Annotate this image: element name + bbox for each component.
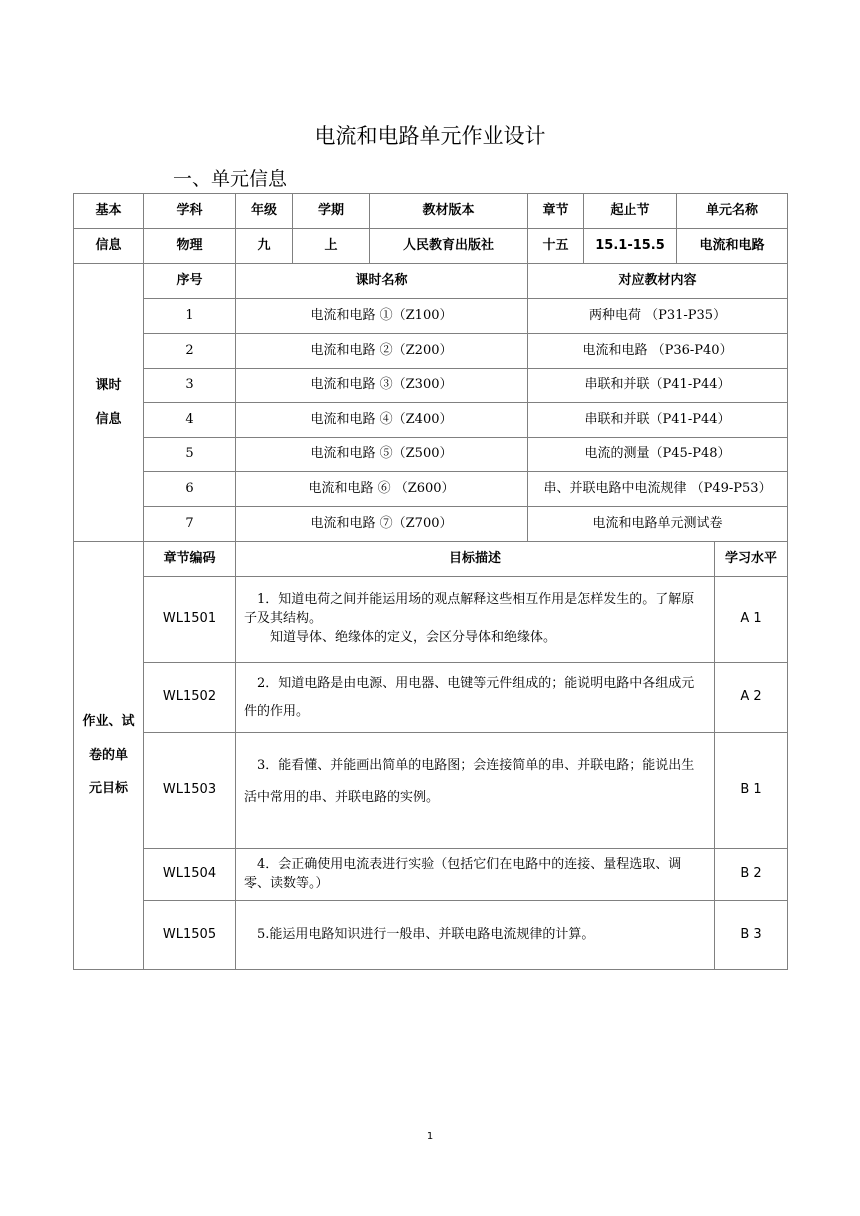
- lesson-content: 串联和并联（P41-P44）: [528, 369, 788, 403]
- header-edition: 教材版本: [370, 194, 528, 229]
- table-row: [74, 507, 788, 542]
- lesson-label-line2: 信息: [95, 411, 122, 427]
- table-row: [74, 438, 788, 472]
- value-edition: 人民教育出版社: [370, 229, 528, 264]
- goal-desc-line1: 5.能运用电路知识进行一般串、并联电路电流规律的计算。: [257, 927, 595, 942]
- table-row: [74, 577, 788, 663]
- table-row: [74, 663, 788, 733]
- value-chapter: 十五: [528, 229, 584, 264]
- table-row: [74, 369, 788, 403]
- unit-info-table: [73, 193, 788, 970]
- value-grade: 九: [236, 229, 293, 264]
- basic-label-2: 信息: [74, 229, 144, 264]
- goal-level: A 1: [715, 577, 788, 663]
- value-semester: 上: [293, 229, 370, 264]
- goal-desc: [236, 733, 715, 849]
- lesson-content: 串、并联电路中电流规律 （P49-P53）: [528, 472, 788, 507]
- lesson-content: 电流的测量（P45-P48）: [528, 438, 788, 472]
- lesson-name: 电流和电路 ③（Z300）: [236, 369, 528, 403]
- lesson-no: 4: [144, 403, 236, 438]
- header-lesson-name: 课时名称: [236, 264, 528, 299]
- goal-desc-line1: 4．会正确使用电流表进行实验（包括它们在电路中的连接、量程选取、调零、读数等。）: [244, 856, 682, 891]
- goal-desc-line2: 知道导体、绝缘体的定义，会区分导体和绝缘体。: [270, 629, 557, 645]
- goal-label: [74, 542, 144, 970]
- table-row: [74, 733, 788, 849]
- header-goal-level: 学习水平: [715, 542, 788, 577]
- goal-level: A 2: [715, 663, 788, 733]
- header-subject: 学科: [144, 194, 236, 229]
- table-row: [74, 472, 788, 507]
- lesson-content: 电流和电路 （P36-P40）: [528, 334, 788, 369]
- header-grade: 年级: [236, 194, 293, 229]
- basic-header-row: [74, 194, 788, 229]
- goal-desc-line1: 2．知道电路是由电源、用电器、电键等元件组成的；能说明电路中各组成元件的作用。: [244, 676, 695, 719]
- table-row: [74, 901, 788, 970]
- goal-desc: [236, 849, 715, 901]
- lesson-name: 电流和电路 ②（Z200）: [236, 334, 528, 369]
- goal-level: B 3: [715, 901, 788, 970]
- lesson-no: 2: [144, 334, 236, 369]
- header-goal-desc: 目标描述: [236, 542, 715, 577]
- basic-label-1: 基本: [74, 194, 144, 229]
- goal-code: WL1502: [144, 663, 236, 733]
- lesson-no: 3: [144, 369, 236, 403]
- goal-desc: [236, 663, 715, 733]
- lesson-content: 两种电荷 （P31-P35）: [528, 299, 788, 334]
- header-sections: 起止节: [584, 194, 677, 229]
- lesson-content: 串联和并联（P41-P44）: [528, 403, 788, 438]
- header-goal-code: 章节编码: [144, 542, 236, 577]
- table-row: [74, 334, 788, 369]
- goal-desc: [236, 901, 715, 970]
- page-number: 1: [426, 1131, 434, 1142]
- goal-desc-line1: 1．知道电荷之间并能运用场的观点解释这些相互作用是怎样发生的。了解原子及其结构。: [244, 592, 695, 627]
- lesson-no: 1: [144, 299, 236, 334]
- lesson-no: 7: [144, 507, 236, 542]
- table-row: [74, 403, 788, 438]
- value-unit-name: 电流和电路: [677, 229, 788, 264]
- goal-label-line2: 卷的单: [88, 747, 128, 763]
- header-unit-name: 单元名称: [677, 194, 788, 229]
- goal-code: WL1505: [144, 901, 236, 970]
- goal-label-line1: 作业、试: [82, 713, 135, 729]
- lesson-label: [74, 264, 144, 542]
- goal-level: B 2: [715, 849, 788, 901]
- section-heading: 一、单元信息: [173, 168, 288, 190]
- table-row: [74, 299, 788, 334]
- document-title: 电流和电路单元作业设计: [314, 124, 546, 148]
- lesson-name: 电流和电路 ④（Z400）: [236, 403, 528, 438]
- table-row: [74, 849, 788, 901]
- lesson-label-line1: 课时: [95, 377, 122, 393]
- lesson-name: 电流和电路 ⑦（Z700）: [236, 507, 528, 542]
- header-lesson-content: 对应教材内容: [528, 264, 788, 299]
- header-semester: 学期: [293, 194, 370, 229]
- lesson-name: 电流和电路 ①（Z100）: [236, 299, 528, 334]
- goal-level: B 1: [715, 733, 788, 849]
- lesson-name: 电流和电路 ⑤（Z500）: [236, 438, 528, 472]
- lesson-no: 5: [144, 438, 236, 472]
- header-lesson-no: 序号: [144, 264, 236, 299]
- basic-value-row: [74, 229, 788, 264]
- header-chapter: 章节: [528, 194, 584, 229]
- goal-label-line3: 元目标: [88, 781, 128, 797]
- lesson-header-row: [74, 264, 788, 299]
- lesson-no: 6: [144, 472, 236, 507]
- goal-desc-line1: 3．能看懂、并能画出简单的电路图；会连接简单的串、并联电路；能说出生活中常用的串、并联电路的实例。: [244, 758, 695, 805]
- value-subject: 物理: [144, 229, 236, 264]
- lesson-name: 电流和电路 ⑥ （Z600）: [236, 472, 528, 507]
- goal-header-row: [74, 542, 788, 577]
- goal-code: WL1501: [144, 577, 236, 663]
- goal-code: WL1503: [144, 733, 236, 849]
- goal-desc: [236, 577, 715, 663]
- goal-code: WL1504: [144, 849, 236, 901]
- lesson-content: 电流和电路单元测试卷: [528, 507, 788, 542]
- value-sections: 15.1-15.5: [584, 229, 677, 264]
